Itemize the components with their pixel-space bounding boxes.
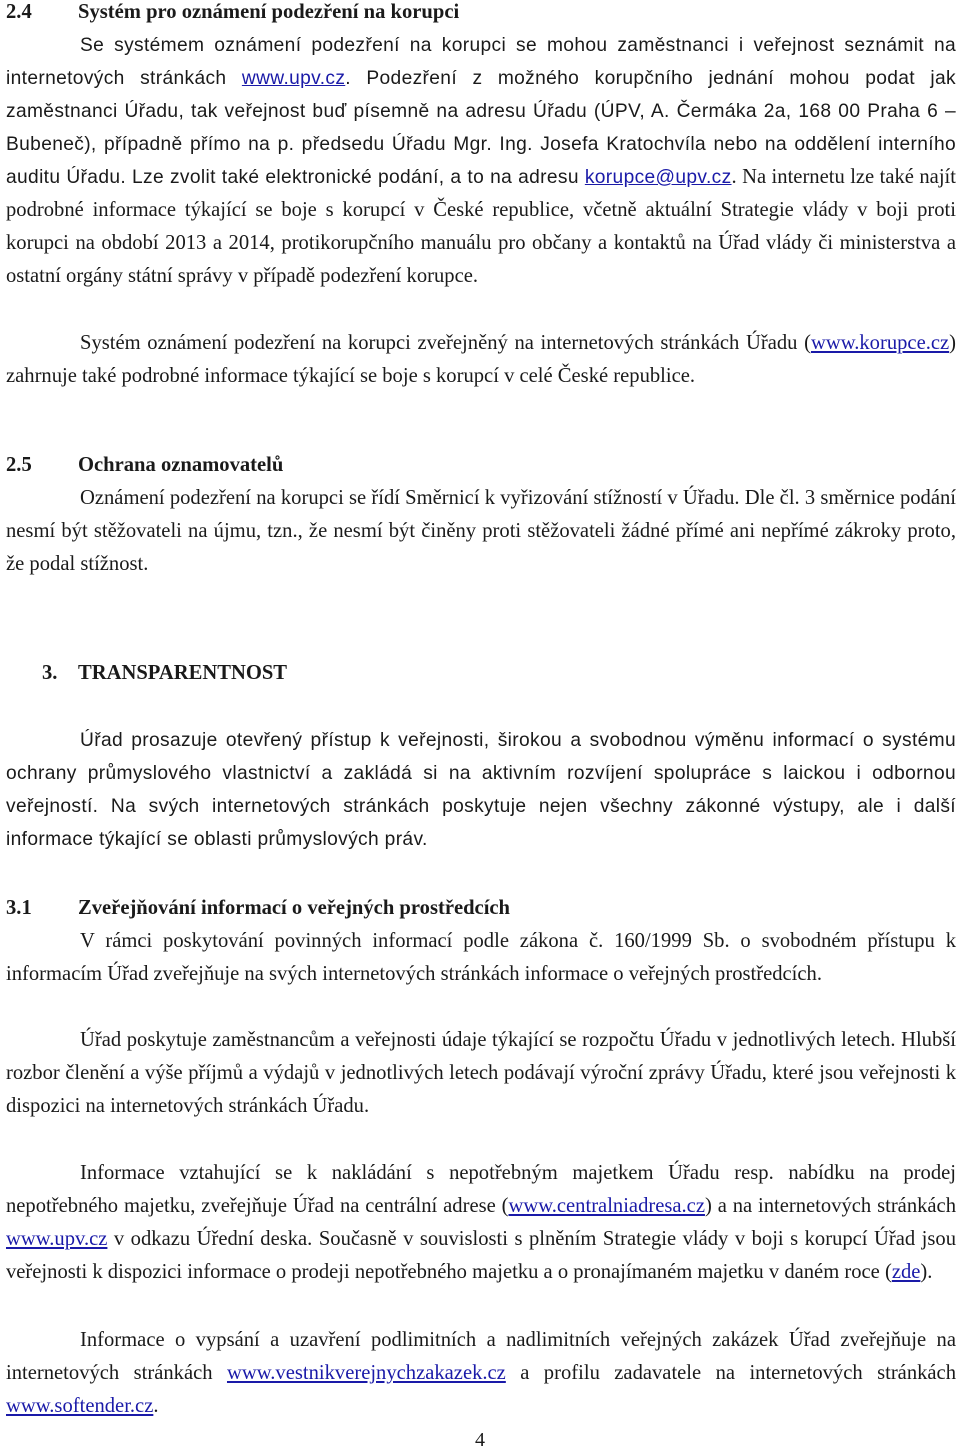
paragraph-transparentnost	[6, 724, 956, 856]
link-centralniadresa[interactable]: www.centralniadresa.cz	[508, 1195, 705, 1217]
paragraph-majetek	[6, 1157, 956, 1289]
paragraph-verejne-prostredky: V rámci poskytování povinných informací podle zákona č. 160/1999 Sb. o svobodném přístupu k informacím Úřad zveřejňuje na svých internetových stránkách informace o veřejných prostředcích.	[6, 930, 956, 985]
section-title: Zveřejňování informací o veřejných prostředcích	[78, 897, 511, 919]
paragraph-korupce-web	[6, 327, 956, 393]
section-number: 3.1	[6, 897, 32, 919]
paragraph-text: Informace o vypsání a uzavření podlimitních a nadlimitních veřejných zakázek Úřad zveřejňuje na internetových stránkách	[6, 1329, 956, 1384]
page-number: 4	[475, 1429, 485, 1451]
paragraph-rozpocet: Úřad poskytuje zaměstnancům a veřejnosti údaje týkající se rozpočtu Úřadu v jednotlivých letech. Hlubší rozbor členění a výše příjmů a výdajů v jednotlivých letech podávají výroční zprávy Úřadu, které jsou veřejnosti k dispozici na internetových stránkách Úřadu.	[6, 1029, 956, 1117]
paragraph-text: Se systémem oznámení podezření na korupci se mohou zaměstnanci i veřejnost seznámit na internetových stránkách	[6, 35, 956, 89]
paragraph-zakazky	[6, 1324, 956, 1423]
link-korupce-email[interactable]: korupce@upv.cz	[584, 167, 732, 188]
paragraph-text: Systém oznámení podezření na korupci zveřejněný na internetových stránkách Úřadu (	[80, 332, 811, 354]
section-number: 3.	[42, 662, 58, 684]
section-number: 2.4	[6, 1, 32, 23]
paragraph-text: Úřad prosazuje otevřený přístup k veřejnosti, širokou a svobodnou výměnu informací o systému ochrany průmyslového vlastnictví a zakládá si na aktivním rozvíjení spolupráce s laickou i odbornou veřejností. Na svých internetových stránkách poskytuje nejen všechny zákonné výstupy, ale i další informace týkající se oblasti průmyslových práv.	[6, 730, 956, 850]
paragraph-text: ).	[920, 1261, 933, 1283]
paragraph-text: v odkazu Úřední deska. Současně v souvislosti s plněním Strategie vlády v boji s korupcí Úřad jsou veřejnosti k dispozici informace o prodeji nepotřebného majetku a o pronajímaném majetku v daném roce (	[6, 1228, 956, 1283]
paragraph-text: Informace vztahující se k nakládání s nepotřebným majetkem Úřadu resp. nabídku na prodej nepotřebného majetku, zveřejňuje Úřad na centrální adrese (	[6, 1162, 956, 1217]
paragraph-ochrana: Oznámení podezření na korupci se řídí Směrnicí k vyřizování stížností v Úřadu. Dle čl. 3 směrnice podání nesmí být stěžovateli na újmu, tzn., že nesmí být činěny proti stěžovateli žádné přímé ani nepřímé zákroky proto, že podal stížnost.	[6, 487, 956, 575]
paragraph-text: ) a na internetových stránkách	[704, 1195, 956, 1217]
section-title: TRANSPARENTNOST	[78, 662, 288, 684]
paragraph-korupce-system	[6, 29, 956, 293]
section-title: Ochrana oznamovatelů	[78, 454, 284, 476]
link-zde[interactable]: zde	[891, 1261, 921, 1283]
paragraph-text: . Podezření z možného korupčního jednání mohou podat jak zaměstnanci Úřadu, tak veřejnost buď písemně na adresu Úřadu (ÚPV, A. Čermáka 2a, 168 00 Praha 6 – Bubeneč), případně přímo na p. předsedu Úřadu Mgr. Ing. Josefa Kratochvíla nebo na oddělení interního auditu Úřadu. Lze zvolit také elektronické podání, a to na adresu	[6, 68, 956, 188]
link-korupce-cz[interactable]: www.korupce.cz	[810, 332, 950, 354]
section-heading-2-4	[6, 0, 459, 29]
link-upv-2[interactable]: www.upv.cz	[6, 1228, 108, 1250]
section-title: Systém pro oznámení podezření na korupci	[78, 1, 460, 23]
paragraph-text: ) zahrnuje také podrobné informace týkající se boje s korupcí v celé České republice.	[6, 332, 956, 387]
paragraph-text: .	[153, 1395, 159, 1417]
link-upv[interactable]: www.upv.cz	[241, 68, 346, 89]
section-heading-2-5	[6, 449, 283, 482]
link-softender[interactable]: www.softender.cz	[6, 1395, 154, 1417]
section-heading-3	[42, 657, 287, 690]
section-number: 2.5	[6, 454, 32, 476]
paragraph-text: . Na internetu lze také najít podrobné informace týkající se boje s korupcí v České republice, včetně aktuální Strategie vlády v boji proti korupci na období 2013 a 2014, protikorupčního manuálu pro občany a kontaktů na Úřad vlády či ministerstva a ostatní orgány státní správy v případě podezření korupce.	[6, 166, 956, 287]
section-heading-3-1	[6, 892, 510, 925]
link-vestnik[interactable]: www.vestnikverejnychzakazek.cz	[226, 1362, 506, 1384]
paragraph-text: a profilu zadavatele na internetových stránkách	[505, 1362, 956, 1384]
